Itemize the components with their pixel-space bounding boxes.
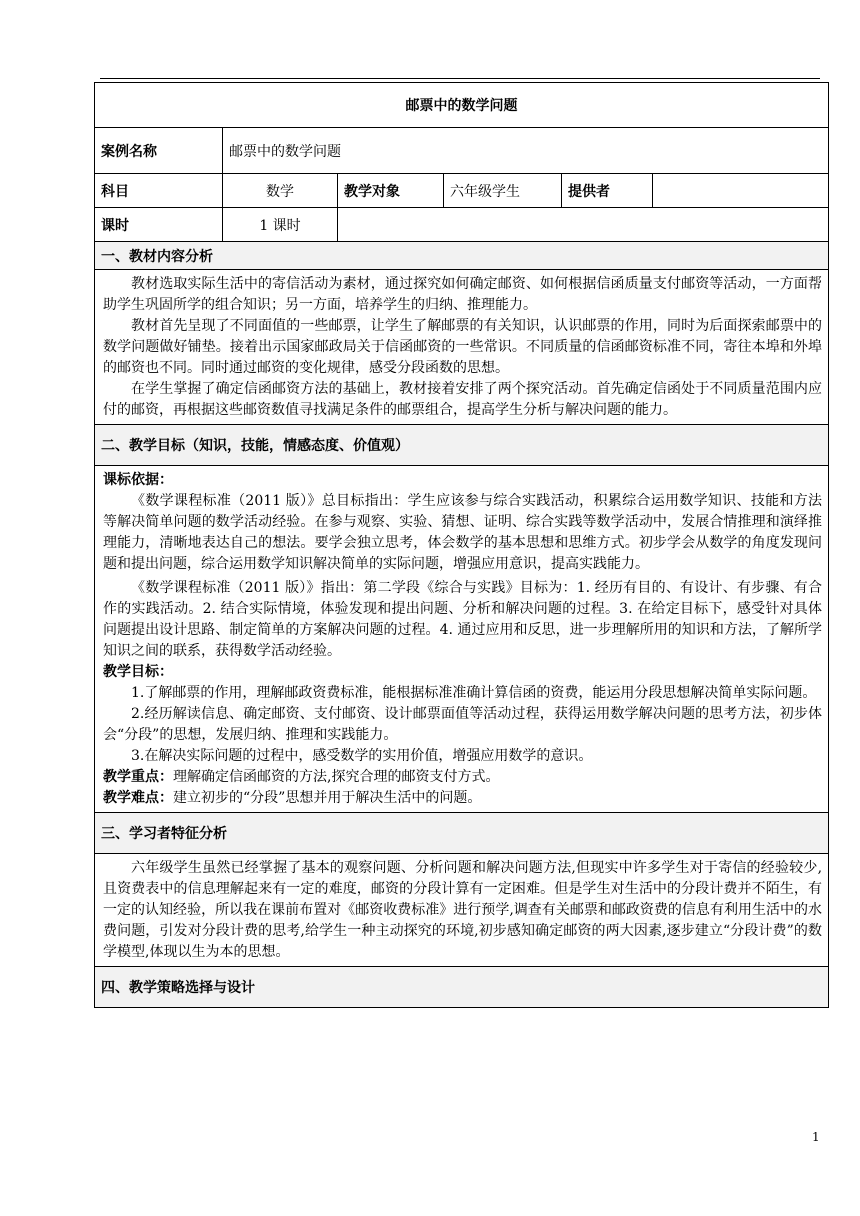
goal-item: 3.在解决实际问题的过程中，感受数学的实用价值，增强应用数学的意识。 xyxy=(131,748,593,764)
provider-label: 提供者 xyxy=(562,174,653,208)
provider-value xyxy=(653,174,829,208)
document-title: 邮票中的数学问题 xyxy=(95,83,829,128)
section1-paragraph: 教材选取实际生活中的寄信活动为素材，通过探究如何确定邮资、如何根据信函质量支付邮资等活动，一方面帮助学生巩固所学的组合知识；另一方面，培养学生的归纳、推理能力。 xyxy=(103,276,823,313)
difficulty-point xyxy=(103,788,822,809)
goal-item: 2.经历解读信息、确定邮资、支付邮资、设计邮票面值等活动过程，获得运用数学解决问题的思考方法，初步体会“分段”的思想，发展归纳、推理和实践能力。 xyxy=(103,706,823,743)
subject-value: 数学 xyxy=(223,174,338,208)
section3-heading: 三、学习者特征分析 xyxy=(95,813,829,854)
section2-heading-row xyxy=(95,425,829,466)
section1-heading-row xyxy=(95,242,829,270)
key-point-label: 教学重点： xyxy=(103,769,173,785)
section3-body xyxy=(95,854,829,967)
hours-label: 课时 xyxy=(95,208,223,242)
title-row xyxy=(95,83,829,128)
basis-paragraph: 《数学课程标准（2011 版）》指出：第二学段《综合与实践》目标为：1. 经历有目的、有设计、有步骤、有合作的实践活动。2. 结合实际情境，体验发现和提出问题、分析和解决问题的过程。3. 在给定目标下，感受针对具体问题提出设计思路、制定简单的方案解决问题的过程。4. 通过应用和反思，进一步理解所用的知识和方法，了解所学知识之间的联系，获得数学活动经验。 xyxy=(103,580,823,659)
section1-body-row xyxy=(95,270,829,425)
hours-row xyxy=(95,208,829,242)
section3-paragraph: 六年级学生虽然已经掌握了基本的观察问题、分析问题和解决问题方法,但现实中许多学生对于寄信的经验较少,且资费表中的信息理解起来有一定的难度，邮资的分段计算有一定困难。但是学生对生活中的分段计费并不陌生，有一定的认知经验，所以我在课前布置对《邮资收费标准》进行预学,调查有关邮票和邮政资费的信息有利用生活中的水费问题，引发对分段计费的思考,给学生一种主动探究的环境,初步感知确定邮资的两大因素,逐步建立“分段计费”的数学模型,体现以生为本的思想。 xyxy=(103,860,823,960)
case-name-label: 案例名称 xyxy=(95,128,223,174)
difficulty-label: 教学难点： xyxy=(103,790,173,806)
difficulty-text: 建立初步的“分段”思想并用于解决生活中的问题。 xyxy=(173,790,482,806)
section4-heading-row xyxy=(95,967,829,1008)
goal-item: 1.了解邮票的作用，理解邮政资费标准，能根据标准准确计算信函的资费，能运用分段思想解决简单实际问题。 xyxy=(131,685,817,701)
section3-body-row xyxy=(95,854,829,967)
basis-paragraph: 《数学课程标准（2011 版）》总目标指出：学生应该参与综合实践活动，积累综合运用数学知识、技能和方法等解决简单问题的数学活动经验。在参与观察、实验、猜想、证明、综合实践等数学活动中，发展合情推理和演绎推理能力，清晰地表达自己的想法。要学会独立思考，体会数学的基本思想和思维方式。初步学会从数学的角度发现问题和提出问题，综合运用数学知识解决简单的实际问题，增强应用意识，提高实践能力。 xyxy=(103,493,823,572)
audience-label: 教学对象 xyxy=(338,174,444,208)
section1-paragraph: 教材首先呈现了不同面值的一些邮票，让学生了解邮票的有关知识，认识邮票的作用，同时为后面探索邮票中的数学问题做好铺垫。接着出示国家邮政局关于信函邮资的一些常识。不同质量的信函邮资标准不同，寄往本埠和外埠的邮资也不同。同时通过邮资的变化规律，感受分段函数的思想。 xyxy=(103,318,823,376)
lesson-plan-table xyxy=(94,82,829,1008)
section2-body xyxy=(95,466,829,813)
key-point xyxy=(103,767,822,788)
hours-empty-cell xyxy=(338,208,829,242)
goals-label: 教学目标： xyxy=(103,664,173,680)
audience-value: 六年级学生 xyxy=(444,174,562,208)
header-rule xyxy=(100,78,820,79)
case-name-value: 邮票中的数学问题 xyxy=(223,128,829,174)
section1-paragraph: 在学生掌握了确定信函邮资方法的基础上，教材接着安排了两个探究活动。首先确定信函处于不同质量范围内应付的邮资，再根据这些邮资数值寻找满足条件的邮票组合，提高学生分析与解决问题的能力。 xyxy=(103,381,823,418)
section4-heading: 四、教学策略选择与设计 xyxy=(95,967,829,1008)
section3-heading-row xyxy=(95,813,829,854)
subject-label: 科目 xyxy=(95,174,223,208)
section1-body xyxy=(95,270,829,425)
case-name-row xyxy=(95,128,829,174)
basis-label: 课标依据： xyxy=(103,472,173,488)
section2-heading: 二、教学目标（知识，技能，情感态度、价值观） xyxy=(95,425,829,466)
section2-body-row xyxy=(95,466,829,813)
section1-heading: 一、教材内容分析 xyxy=(95,242,829,270)
page-number: 1 xyxy=(812,1130,820,1144)
subject-row xyxy=(95,174,829,208)
key-point-text: 理解确定信函邮资的方法,探究合理的邮资支付方式。 xyxy=(173,769,500,785)
hours-value: 1 课时 xyxy=(223,208,338,242)
